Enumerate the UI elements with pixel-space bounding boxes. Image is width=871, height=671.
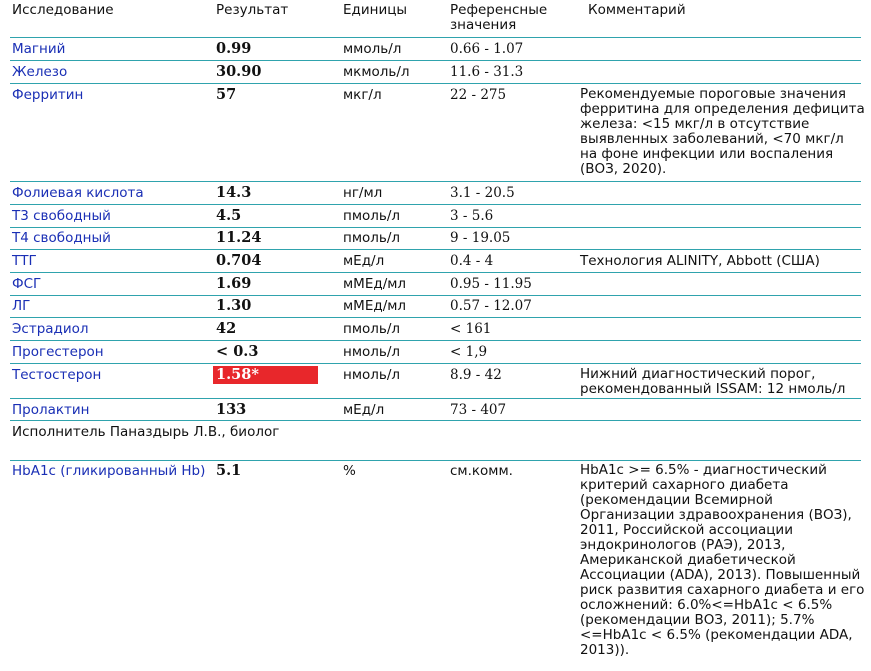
row-name-t4-free: Т4 свободный <box>12 230 111 246</box>
header-comment: Комментарий <box>588 2 686 18</box>
row-rule <box>10 317 861 318</box>
row-ref-folic-acid: 3.1 - 20.5 <box>450 185 515 201</box>
row-ref-magnesium: 0.66 - 1.07 <box>450 41 524 57</box>
row-name-progesterone: Прогестерон <box>12 344 104 360</box>
row-units-magnesium: ммоль/л <box>343 41 402 57</box>
row-ref-t4-free: 9 - 19.05 <box>450 230 511 246</box>
row-rule <box>10 227 861 228</box>
row-name-iron: Железо <box>12 64 68 80</box>
row-units-fsh: мМЕд/мл <box>343 276 407 292</box>
header-units: Единицы <box>343 2 408 18</box>
row-rule <box>10 340 861 341</box>
row-ref-t3-free: 3 - 5.6 <box>450 208 494 224</box>
row-name-lh: ЛГ <box>12 298 31 314</box>
header-reference-text: Референсные значения <box>450 2 548 33</box>
row-units-t4-free: пмоль/л <box>343 230 401 246</box>
row-name-fsh: ФСГ <box>12 276 42 292</box>
row-result-estradiol: 42 <box>216 320 237 337</box>
row-rule <box>10 272 861 273</box>
row-units-ferritin: мкг/л <box>343 87 382 103</box>
row-name-ferritin: Ферритин <box>12 87 84 103</box>
row-units-testosterone: нмоль/л <box>343 367 401 383</box>
row-units-folic-acid: нг/мл <box>343 185 383 201</box>
row-result-hba1c: 5.1 <box>216 462 242 479</box>
row-name-testosterone: Тестостерон <box>12 367 102 383</box>
row-ref-lh: 0.57 - 12.07 <box>450 298 532 314</box>
row-comment-hba1c: HbA1c >= 6.5% - диагностический критерий сахарного диабета (рекомендации Всемирной Организации здравоохранения (ВОЗ), 2011, Российской ассоциации эндокринологов (РАЭ), 2013, Американской диабетической Ассоциации (ADA), 2013). Повышенный риск развития сахарного диабета и его осложнений: 6.0%<=HbA1c < 6.5% (рекомендации ВОЗ, 2011); 5.7%<=HbA1c < 6.5% (рекомендации ADA, 2013)). <box>580 462 865 658</box>
row-result-lh: 1.30 <box>216 297 252 314</box>
row-result-folic-acid: 14.3 <box>216 184 252 201</box>
row-rule <box>10 363 861 364</box>
row-result-fsh: 1.69 <box>216 275 252 292</box>
row-units-iron: мкмоль/л <box>343 64 410 80</box>
row-ref-fsh: 0.95 - 11.95 <box>450 276 532 292</box>
row-units-tsh: мЕд/л <box>343 253 385 269</box>
row-ref-testosterone: 8.9 - 42 <box>450 367 502 383</box>
row-ref-progesterone: < 1,9 <box>450 344 488 360</box>
row-comment-testosterone: Нижний диагностический порог, рекомендованный ISSAM: 12 нмоль/л <box>580 366 846 397</box>
row-name-prolactin: Пролактин <box>12 402 90 418</box>
row-name-t3-free: Т3 свободный <box>12 208 111 224</box>
performer-note: Исполнитель Паназдырь Л.В., биолог <box>12 424 280 440</box>
row-rule <box>10 204 861 205</box>
row-units-progesterone: нмоль/л <box>343 344 401 360</box>
row-name-folic-acid: Фолиевая кислота <box>12 185 144 201</box>
header-result: Результат <box>216 2 289 18</box>
header-rule <box>10 37 861 38</box>
row-result-prolactin: 133 <box>216 401 247 418</box>
row-units-hba1c: % <box>343 463 356 479</box>
row-result-progesterone: < 0.3 <box>216 343 259 360</box>
row-rule <box>10 60 861 61</box>
row-result-testosterone: 1.58* <box>213 366 318 384</box>
row-rule <box>10 83 861 84</box>
header-test: Исследование <box>12 2 114 18</box>
row-name-magnesium: Магний <box>12 41 66 57</box>
row-result-t3-free: 4.5 <box>216 207 242 224</box>
row-result-ferritin: 57 <box>216 86 237 103</box>
row-result-t4-free: 11.24 <box>216 229 262 246</box>
row-ref-iron: 11.6 - 31.3 <box>450 64 524 80</box>
row-ref-ferritin: 22 - 275 <box>450 87 507 103</box>
row-units-t3-free: пмоль/л <box>343 208 401 224</box>
row-units-prolactin: мЕд/л <box>343 402 385 418</box>
row-ref-tsh: 0.4 - 4 <box>450 253 494 269</box>
row-ref-estradiol: < 161 <box>450 321 492 337</box>
row-name-hba1c: HbA1c (гликированный Hb) <box>12 463 206 479</box>
header-reference <box>450 3 560 33</box>
row-comment-tsh: Технология ALINITY, Abbott (США) <box>580 253 820 269</box>
row-comment-ferritin: Рекомендуемые пороговые значения ферритина для определения дефицита железа: <15 мкг/л в отсутствие выявленных заболеваний, <70 мкг/л на фоне инфекции или воспаления (ВОЗ, 2020). <box>580 86 865 177</box>
row-units-lh: мМЕд/мл <box>343 298 407 314</box>
row-units-estradiol: пмоль/л <box>343 321 401 337</box>
row-rule <box>10 295 861 296</box>
row-name-estradiol: Эстрадиол <box>12 321 89 337</box>
row-result-magnesium: 0.99 <box>216 40 252 57</box>
row-result-tsh: 0.704 <box>216 252 262 269</box>
row-rule <box>10 420 861 421</box>
row-result-iron: 30.90 <box>216 63 262 80</box>
row-rule <box>10 181 861 182</box>
row-name-tsh: ТТГ <box>12 253 37 269</box>
section-rule <box>10 460 861 461</box>
row-ref-hba1c: см.комм. <box>450 463 513 479</box>
row-ref-prolactin: 73 - 407 <box>450 402 507 418</box>
row-rule <box>10 249 861 250</box>
row-rule <box>10 398 861 399</box>
